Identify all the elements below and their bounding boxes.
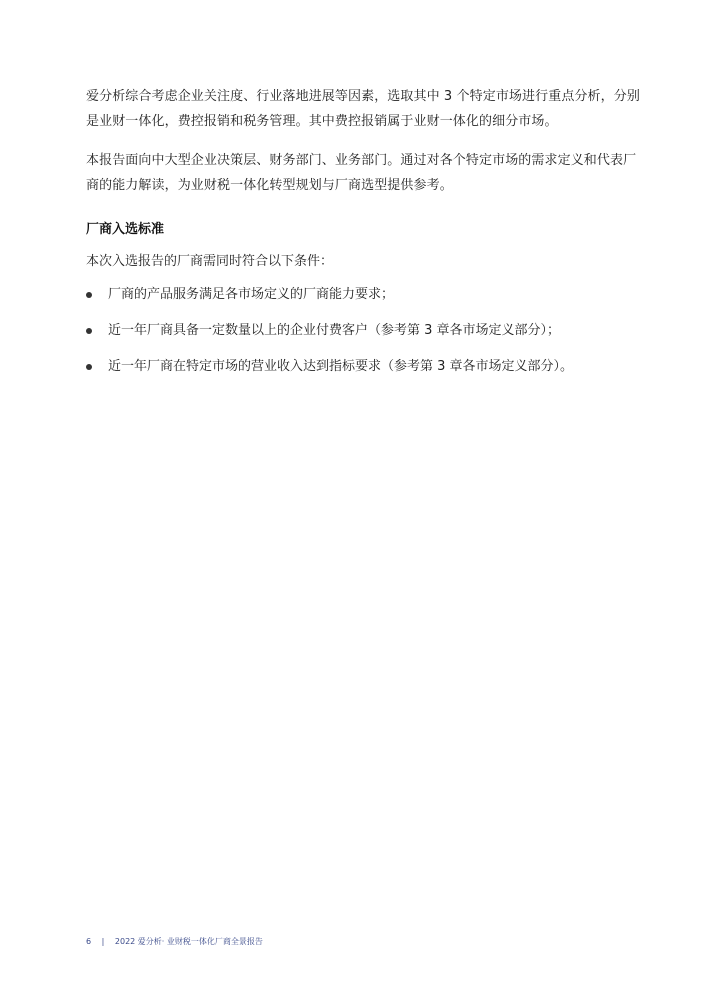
page-footer <box>86 936 263 948</box>
criteria-list <box>86 285 646 377</box>
section-heading: 厂商入选标准 <box>86 222 165 237</box>
footer-report-title: 2022 爱分析· 业财税一体化厂商全景报告 <box>114 937 263 946</box>
page-content <box>86 84 646 393</box>
criteria-text: 近一年厂商具备一定数量以上的企业付费客户（参考第 3 章各市场定义部分）； <box>108 323 561 338</box>
list-item <box>86 357 646 377</box>
body-paragraph-2: 本报告面向中大型企业决策层、财务部门、业务部门。通过对各个特定市场的需求定义和代表厂商的能力解读，为业财税一体化转型规划与厂商选型提供参考。 <box>86 153 637 193</box>
bullet-icon <box>86 364 92 370</box>
footer-separator: | <box>101 937 105 946</box>
list-item <box>86 285 646 305</box>
page-number: 6 <box>86 937 92 946</box>
bullet-icon <box>86 328 92 334</box>
body-paragraph-1: 爱分析综合考虑企业关注度、行业落地进展等因素，选取其中 3 个特定市场进行重点分析，分别是业财一体化，费控报销和税务管理。其中费控报销属于业财一体化的细分市场。 <box>86 89 640 129</box>
list-item <box>86 321 646 341</box>
criteria-intro: 本次入选报告的厂商需同时符合以下条件： <box>86 254 334 269</box>
bullet-icon <box>86 292 92 298</box>
criteria-text: 近一年厂商在特定市场的营业收入达到指标要求（参考第 3 章各市场定义部分）。 <box>108 359 574 374</box>
criteria-text: 厂商的产品服务满足各市场定义的厂商能力要求； <box>108 287 395 302</box>
